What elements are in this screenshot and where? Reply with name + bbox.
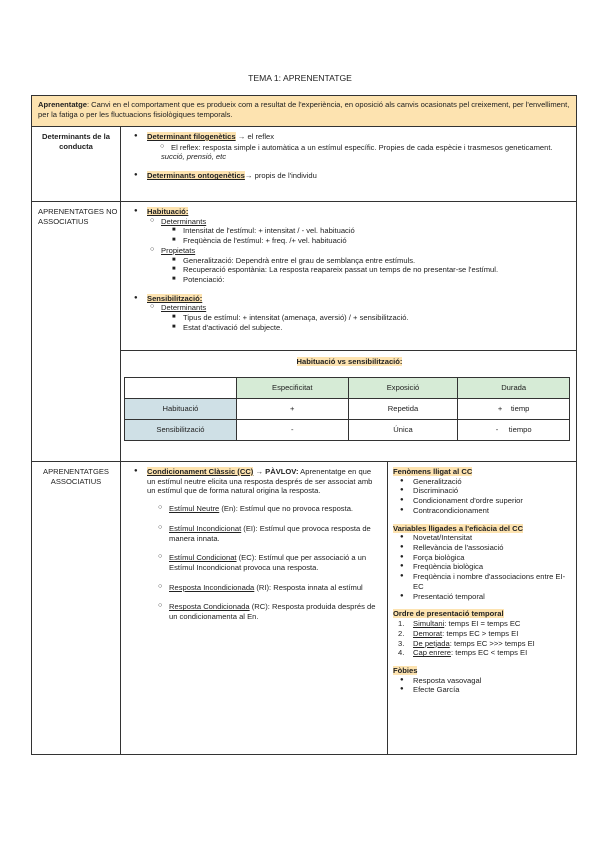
cc-desc: Aprenentatge en que un estímul neutre elicita una resposta després de ser associat amb un estímul que de forma natural origina la resposta. bbox=[147, 467, 373, 496]
comparison-title: Habituació vs sensibilització: bbox=[296, 357, 403, 366]
cc-item bbox=[147, 467, 379, 496]
sens-determinants-label: ○ Determinants bbox=[161, 303, 572, 313]
term-name: Resposta Incondicionada bbox=[169, 582, 255, 592]
ordre-item bbox=[398, 648, 575, 658]
hab-det-2: ■ Freqüència de l'estímul: + freq. /+ vel. habituació bbox=[183, 236, 572, 246]
onto-item bbox=[147, 171, 567, 181]
cell-durada bbox=[458, 399, 570, 420]
filo-sub bbox=[171, 143, 567, 153]
ordre-item bbox=[398, 638, 575, 649]
durada-sign: + bbox=[497, 404, 503, 414]
term-name: Estímul Condicionat bbox=[169, 553, 237, 563]
header-exposicio: Exposició bbox=[348, 378, 458, 399]
fenomens-title: Fenòmens lligat al CC bbox=[393, 467, 473, 476]
filo-title: Determinant filogenètics bbox=[147, 132, 236, 141]
term-name: Estímul Neutre bbox=[169, 504, 220, 514]
durada-sign: - bbox=[495, 425, 499, 435]
term-desc: (EI): Estímul que provoca resposta de manera innata. bbox=[169, 523, 371, 543]
cell-exposicio: Única bbox=[348, 420, 458, 441]
ordre-item bbox=[398, 628, 575, 639]
term-desc: (RI): Resposta innata al estímul bbox=[254, 582, 363, 592]
header-empty bbox=[125, 378, 237, 399]
filo-item bbox=[147, 132, 567, 142]
hab-propietats-label: ○ Propietats bbox=[161, 246, 572, 256]
assoc-label: APRENENTATGES ASSOCIATIUS bbox=[43, 467, 109, 486]
assoc-label-cell bbox=[31, 461, 121, 755]
onto-title: Determinants ontogenètics bbox=[147, 171, 245, 181]
hab-prop-1: ■ Generalització: Dependrà entre el grau de semblança entre estímuls. bbox=[183, 256, 572, 266]
no-assoc-content-cell bbox=[120, 201, 577, 351]
determinants-label: Determinants de la conducta bbox=[42, 132, 110, 151]
ordre-title: Ordre de presentació temporal bbox=[393, 609, 504, 619]
filo-rest: → el reflex bbox=[235, 132, 275, 141]
ordre-desc: : temps EC >>> temps EI bbox=[449, 638, 535, 648]
cell-durada bbox=[458, 420, 570, 441]
term-desc: (En): Estímul que no provoca resposta. bbox=[219, 504, 354, 514]
assoc-left-cell bbox=[120, 461, 388, 755]
header-especificitat: Especificitat bbox=[236, 378, 348, 399]
list-item: ● Presentació temporal bbox=[413, 592, 575, 602]
no-assoc-label: APRENENTATGES NO ASSOCIATIUS bbox=[38, 207, 118, 226]
hab-prop-3: ■ Potenciació: bbox=[183, 275, 572, 285]
ordre-num: 4. bbox=[398, 648, 405, 658]
term-desc: (EC): Estímul que per associació a un Estímul Incondicionat provoca una resposta. bbox=[169, 553, 367, 573]
row-label: Habituació bbox=[125, 399, 237, 420]
cc-title: Condicionament Clàssic (CC) bbox=[147, 467, 254, 476]
assoc-right-cell bbox=[387, 461, 577, 755]
list-item: ● Resposta vasovagal bbox=[413, 676, 575, 686]
onto-rest: → propis de l'individu bbox=[244, 171, 317, 181]
ordre-desc: : temps EI = temps EC bbox=[444, 619, 521, 629]
filo-examples: succió, prensió, etc bbox=[161, 152, 226, 162]
determinants-content-cell bbox=[120, 126, 577, 202]
term-name: Resposta Condicionada bbox=[169, 602, 250, 612]
ordre-desc: : temps EC > temps EI bbox=[442, 628, 519, 638]
definition-text: : Canvi en el comportament que es produeix com a resultat de l'experiència, en oposició als canvis ocasionats pel creixement, per l'envelliment, per la fatiga o per les fluctuacions fisiològiques temporals. bbox=[38, 100, 570, 119]
determinants-label-cell bbox=[31, 126, 121, 202]
ordre-num: 1. bbox=[398, 619, 405, 629]
list-item: ● Contracondicionament bbox=[413, 506, 575, 516]
term-item bbox=[169, 524, 379, 543]
list-item: ● Generalització bbox=[413, 477, 575, 487]
ordre-desc: : temps EC < temps EI bbox=[451, 648, 528, 658]
ordre-num: 2. bbox=[398, 628, 405, 638]
ordre-term: Cap enrere bbox=[413, 648, 451, 658]
hab-prop-2: ■ Recuperació espontània: La resposta reapareix passat un temps de no presentar-se l'estímul. bbox=[183, 265, 572, 275]
sens-det-1: ■ Tipus de estímul: + intensitat (amenaça, aversió) / + sensibilització. bbox=[183, 313, 572, 323]
ordre-term: Simultani bbox=[413, 619, 445, 629]
term-desc: (RC): Resposta produida després de un condicionamenta al En. bbox=[169, 602, 376, 622]
sens-det-2: ■ Estat d'activació del subjecte. bbox=[183, 323, 572, 333]
ordre-num: 3. bbox=[398, 638, 405, 648]
filo-sub-text: El reflex: resposta simple i automàtica a un estímul específic. Propies de cada espècie i trasmesos geneticament. bbox=[171, 142, 553, 152]
table-row bbox=[125, 399, 570, 420]
variables-title: Variables lligades a l'eficàcia del CC bbox=[393, 523, 524, 533]
fobies-title: Fòbies bbox=[393, 665, 418, 675]
header-durada: Durada bbox=[458, 378, 570, 399]
hab-det-1: ■ Intensitat de l'estímul: + intensitat / - vel. habituació bbox=[183, 226, 572, 236]
list-item: ● Discriminació bbox=[413, 486, 575, 496]
table-row bbox=[125, 420, 570, 441]
list-item: ● Freqüència i nombre d'associacions entre EI-EC bbox=[413, 572, 575, 591]
list-item: ● Condicionament d'ordre superior bbox=[413, 496, 575, 506]
term-name: Estímul Incondicionat bbox=[169, 523, 242, 533]
term-item bbox=[169, 504, 379, 514]
durada-text: tiemp bbox=[510, 404, 530, 414]
page-title: TEMA 1: APRENENTATGE bbox=[248, 73, 352, 83]
list-item: ● Freqüència biològica bbox=[413, 562, 575, 572]
cc-arrow: → PÀVLOV: bbox=[253, 467, 299, 476]
cell-especificitat: + bbox=[236, 399, 348, 420]
definition-term: Aprenentatge bbox=[38, 100, 87, 109]
comparison-table bbox=[124, 377, 570, 441]
definition-box bbox=[31, 95, 577, 127]
term-item bbox=[169, 553, 379, 572]
list-item: ● Efecte García bbox=[413, 685, 575, 695]
ordre-term: De petjada bbox=[413, 638, 450, 648]
ordre-term: Demorat bbox=[413, 628, 443, 638]
term-item bbox=[169, 583, 379, 593]
cell-especificitat: - bbox=[236, 420, 348, 441]
no-assoc-label-cell bbox=[31, 201, 121, 462]
cell-exposicio: Repetida bbox=[348, 399, 458, 420]
ordre-item bbox=[398, 619, 575, 629]
habituacio-title: Habituació: bbox=[147, 207, 189, 216]
durada-text: tiempo bbox=[508, 425, 532, 435]
hab-determinants-label: ○ Determinants bbox=[161, 217, 572, 227]
list-item: ● Novetat/Intensitat bbox=[413, 533, 575, 543]
term-item bbox=[169, 602, 379, 621]
list-item: ● Força biològica bbox=[413, 553, 575, 563]
row-label: Sensibilització bbox=[125, 420, 237, 441]
sensib-title: Sensibilització: bbox=[147, 293, 203, 303]
table-header-row bbox=[125, 378, 570, 399]
list-item: ● Rellevància de l'assosiació bbox=[413, 543, 575, 553]
